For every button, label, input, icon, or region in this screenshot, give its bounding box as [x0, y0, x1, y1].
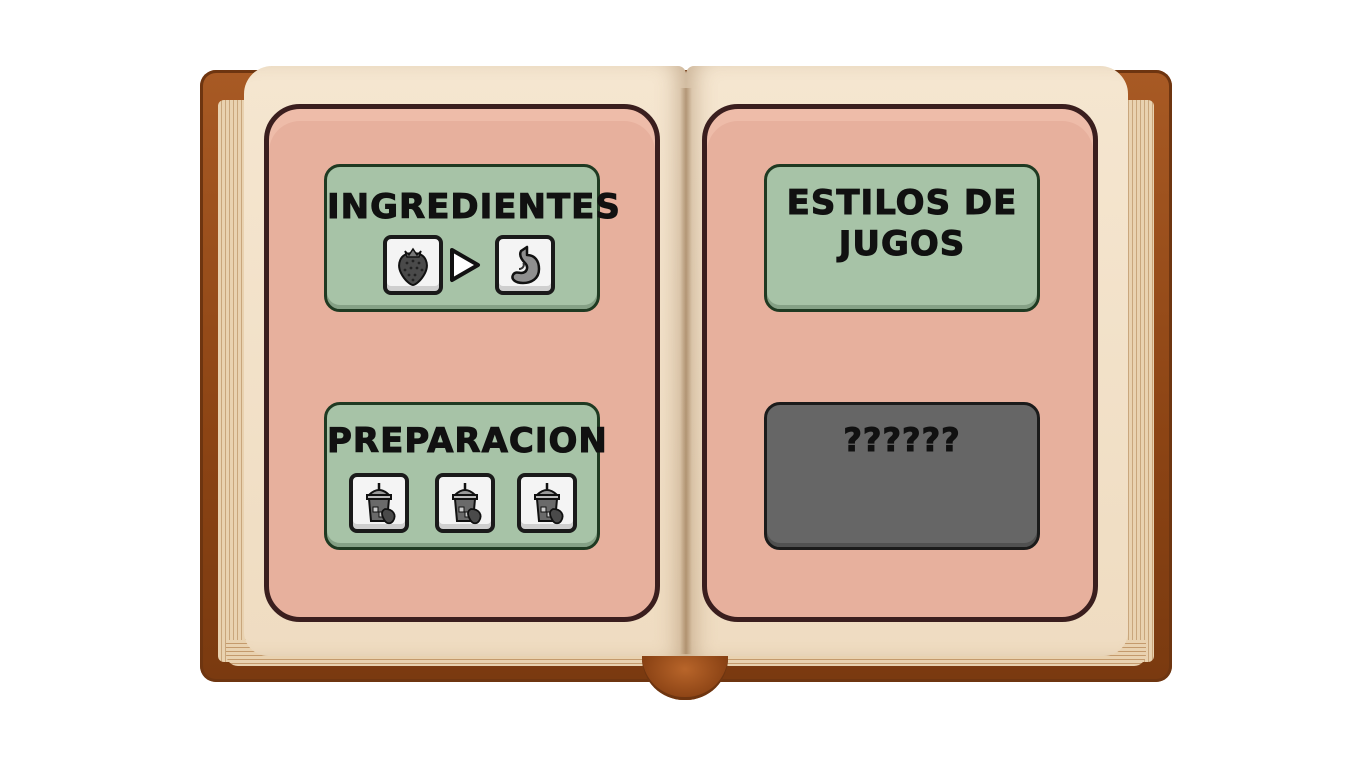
- ingredientes-title: INGREDIENTES: [327, 187, 621, 227]
- strawberry-icon[interactable]: [383, 235, 443, 295]
- preparacion-card[interactable]: [324, 402, 608, 550]
- juice-cup-icon[interactable]: [517, 473, 577, 533]
- estilos-title: [767, 185, 1037, 264]
- book-gutter: [680, 88, 692, 654]
- play-arrow-icon: [447, 247, 481, 283]
- juice-cup-icon[interactable]: [349, 473, 409, 533]
- preparacion-title: PREPARACION: [327, 421, 608, 461]
- stomach-icon[interactable]: [495, 235, 555, 295]
- locked-title: ??????: [843, 421, 961, 459]
- estilos-title-line2: JUGOS: [838, 224, 966, 265]
- estilos-de-jugos-card[interactable]: [764, 164, 1040, 312]
- locked-card: [764, 402, 1040, 550]
- book-spine-tab: [642, 656, 728, 700]
- ingredientes-card[interactable]: [324, 164, 621, 312]
- juice-cup-icon[interactable]: [435, 473, 495, 533]
- estilos-title-line1: ESTILOS DE: [786, 183, 1018, 223]
